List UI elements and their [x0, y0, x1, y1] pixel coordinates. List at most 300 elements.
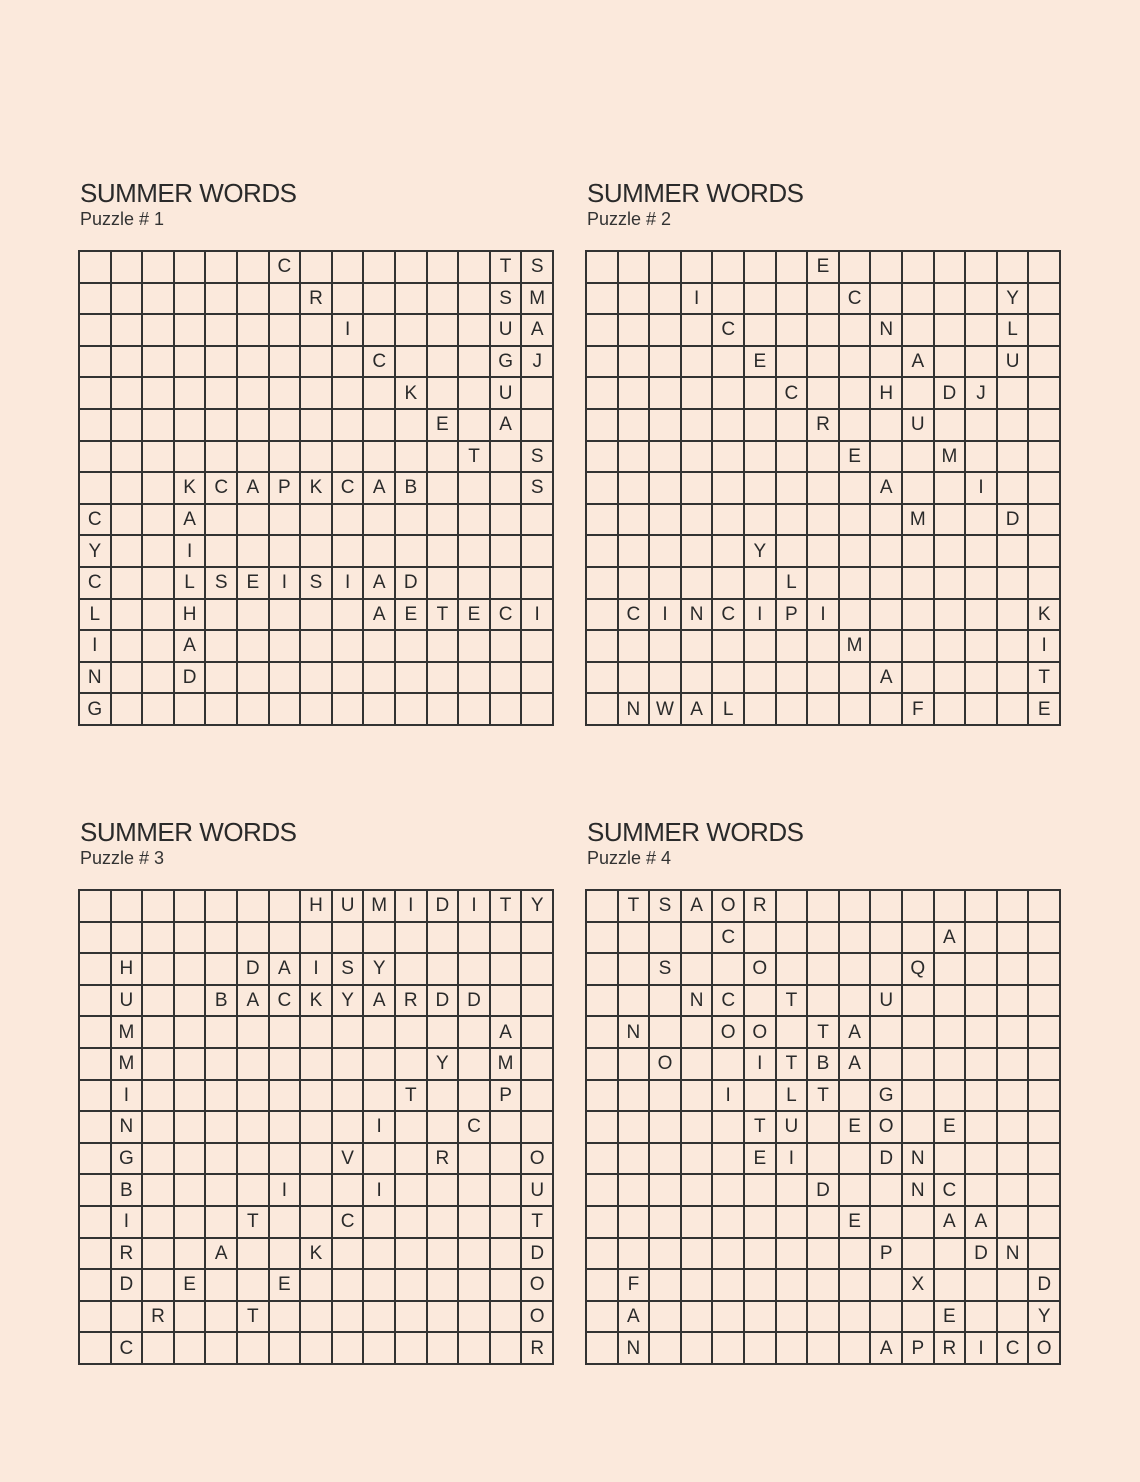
grid-cell	[998, 631, 1030, 663]
grid-cell	[143, 600, 175, 632]
grid-cell	[619, 923, 651, 955]
grid-cell	[333, 442, 365, 474]
grid-cell	[333, 347, 365, 379]
grid-cell	[935, 568, 967, 600]
grid-cell	[396, 1302, 428, 1334]
grid-cell	[206, 505, 238, 537]
grid-cell	[396, 1333, 428, 1365]
grid-cell	[871, 1175, 903, 1207]
grid-cell	[491, 1207, 523, 1239]
grid-cell	[903, 252, 935, 284]
grid-cell	[587, 1017, 619, 1049]
grid-cell	[619, 663, 651, 695]
grid-cell	[301, 410, 333, 442]
grid-cell: D	[112, 1270, 144, 1302]
grid-cell: C	[998, 1333, 1030, 1365]
grid-cell: M	[903, 505, 935, 537]
grid-cell	[396, 347, 428, 379]
grid-cell	[871, 694, 903, 726]
grid-cell	[459, 631, 491, 663]
grid-cell	[682, 505, 714, 537]
grid-cell: A	[935, 1207, 967, 1239]
grid-cell	[745, 315, 777, 347]
grid-cell	[713, 1144, 745, 1176]
grid-cell	[966, 536, 998, 568]
grid-cell	[619, 1112, 651, 1144]
grid-cell: A	[364, 568, 396, 600]
grid-cell	[619, 473, 651, 505]
grid-cell	[871, 284, 903, 316]
grid-cell	[745, 1270, 777, 1302]
grid-cell	[808, 442, 840, 474]
grid-cell	[238, 1081, 270, 1113]
grid-cell: C	[364, 347, 396, 379]
grid-cell	[301, 663, 333, 695]
grid-cell	[112, 505, 144, 537]
grid-cell	[333, 1112, 365, 1144]
grid-cell	[682, 473, 714, 505]
grid-cell	[777, 1239, 809, 1271]
grid-cell	[301, 1017, 333, 1049]
grid-cell	[175, 442, 207, 474]
grid-cell	[808, 568, 840, 600]
grid-cell: D	[522, 1239, 554, 1271]
grid-cell: A	[175, 505, 207, 537]
grid-cell	[238, 694, 270, 726]
grid-cell	[428, 347, 460, 379]
grid-cell	[301, 347, 333, 379]
grid-cell	[713, 378, 745, 410]
grid-cell	[238, 252, 270, 284]
grid-cell	[682, 252, 714, 284]
grid-cell	[396, 1175, 428, 1207]
grid-cell	[808, 1207, 840, 1239]
grid-cell	[333, 694, 365, 726]
grid-cell: I	[966, 1333, 998, 1365]
grid-cell	[682, 1144, 714, 1176]
grid-cell: K	[301, 473, 333, 505]
grid-cell	[143, 891, 175, 923]
grid-cell	[396, 505, 428, 537]
grid-cell: U	[903, 410, 935, 442]
grid-cell	[587, 1239, 619, 1271]
grid-cell	[745, 505, 777, 537]
grid-cell	[650, 986, 682, 1018]
grid-cell: A	[871, 1333, 903, 1365]
grid-cell: U	[112, 986, 144, 1018]
grid-cell	[808, 1239, 840, 1271]
grid-cell	[522, 954, 554, 986]
grid-cell	[364, 378, 396, 410]
puzzle-4	[585, 817, 1052, 1359]
grid-cell	[206, 600, 238, 632]
grid-cell: O	[713, 1017, 745, 1049]
grid-cell	[112, 663, 144, 695]
grid-cell	[966, 986, 998, 1018]
grid-cell	[808, 378, 840, 410]
grid-cell	[903, 663, 935, 695]
grid-cell: D	[808, 1175, 840, 1207]
grid-cell	[428, 505, 460, 537]
grid-cell	[175, 1333, 207, 1365]
grid-cell	[619, 631, 651, 663]
grid-cell	[966, 631, 998, 663]
grid-cell	[333, 1302, 365, 1334]
grid-cell	[713, 442, 745, 474]
grid-cell: M	[522, 284, 554, 316]
grid-cell	[112, 442, 144, 474]
grid-cell	[80, 378, 112, 410]
grid-cell	[808, 284, 840, 316]
grid-cell	[587, 284, 619, 316]
grid-cell	[396, 536, 428, 568]
grid-cell	[364, 1081, 396, 1113]
grid-cell	[270, 694, 302, 726]
grid-cell	[459, 1270, 491, 1302]
grid-cell	[650, 410, 682, 442]
grid-cell	[903, 891, 935, 923]
grid-cell	[840, 473, 872, 505]
grid-cell	[428, 1270, 460, 1302]
grid-cell: N	[871, 315, 903, 347]
grid-cell	[966, 954, 998, 986]
grid-cell	[206, 284, 238, 316]
grid-cell	[682, 347, 714, 379]
grid-cell	[491, 1144, 523, 1176]
grid-cell	[966, 442, 998, 474]
grid-cell	[175, 1144, 207, 1176]
grid-cell: T	[619, 891, 651, 923]
grid-cell: A	[935, 923, 967, 955]
grid-cell	[840, 891, 872, 923]
grid-cell	[270, 284, 302, 316]
grid-cell	[935, 891, 967, 923]
grid-cell	[745, 378, 777, 410]
grid-cell	[713, 1207, 745, 1239]
grid-cell: U	[333, 891, 365, 923]
grid-cell	[619, 505, 651, 537]
grid-cell	[1029, 1239, 1061, 1271]
puzzle-2	[585, 178, 1051, 720]
grid-cell	[270, 631, 302, 663]
grid-cell: D	[935, 378, 967, 410]
grid-cell	[491, 1302, 523, 1334]
grid-cell	[871, 1049, 903, 1081]
grid-cell	[333, 923, 365, 955]
grid-cell: O	[522, 1302, 554, 1334]
grid-cell	[491, 1175, 523, 1207]
grid-cell	[270, 1112, 302, 1144]
grid-cell	[840, 505, 872, 537]
grid-cell	[935, 1270, 967, 1302]
grid-cell	[143, 1144, 175, 1176]
grid-cell: B	[396, 473, 428, 505]
grid-cell	[459, 284, 491, 316]
grid-cell	[270, 347, 302, 379]
grid-cell	[998, 923, 1030, 955]
grid-cell	[682, 1049, 714, 1081]
grid-cell	[713, 410, 745, 442]
grid-cell	[112, 694, 144, 726]
grid-cell	[333, 663, 365, 695]
grid-cell	[364, 252, 396, 284]
grid-cell	[206, 442, 238, 474]
grid-cell	[682, 1270, 714, 1302]
grid-cell	[777, 536, 809, 568]
grid-cell	[745, 1207, 777, 1239]
grid-cell	[935, 694, 967, 726]
grid-cell	[903, 986, 935, 1018]
grid-cell: Q	[903, 954, 935, 986]
grid-cell	[143, 986, 175, 1018]
grid-cell	[808, 1144, 840, 1176]
grid-cell: R	[808, 410, 840, 442]
grid-cell	[871, 536, 903, 568]
grid-cell	[428, 1175, 460, 1207]
grid-cell: U	[998, 347, 1030, 379]
grid-cell	[459, 347, 491, 379]
grid-cell	[301, 378, 333, 410]
grid-cell: E	[428, 410, 460, 442]
grid-cell	[143, 442, 175, 474]
grid-cell	[587, 473, 619, 505]
grid-cell	[587, 986, 619, 1018]
grid-cell: S	[522, 473, 554, 505]
grid-cell: D	[966, 1239, 998, 1271]
grid-cell	[80, 1207, 112, 1239]
grid-cell	[143, 1333, 175, 1365]
grid-cell	[966, 1270, 998, 1302]
grid-cell: I	[745, 600, 777, 632]
grid-cell	[459, 473, 491, 505]
grid-cell: T	[808, 1017, 840, 1049]
grid-cell	[270, 1049, 302, 1081]
grid-cell: M	[840, 631, 872, 663]
grid-cell	[1029, 923, 1061, 955]
grid-cell	[871, 954, 903, 986]
grid-cell	[777, 1207, 809, 1239]
grid-cell	[840, 1239, 872, 1271]
grid-cell	[871, 923, 903, 955]
grid-cell	[364, 663, 396, 695]
grid-cell	[396, 284, 428, 316]
grid-cell	[808, 1302, 840, 1334]
grid-cell: U	[777, 1112, 809, 1144]
grid-cell	[587, 1049, 619, 1081]
grid-cell	[459, 536, 491, 568]
grid-cell	[364, 536, 396, 568]
grid-cell	[301, 1144, 333, 1176]
grid-cell	[777, 505, 809, 537]
grid-cell	[1029, 315, 1061, 347]
grid-cell	[808, 891, 840, 923]
grid-cell: K	[1029, 600, 1061, 632]
grid-cell	[587, 410, 619, 442]
grid-cell: N	[619, 1017, 651, 1049]
grid-cell	[459, 1302, 491, 1334]
grid-cell	[206, 1112, 238, 1144]
grid-cell	[175, 1207, 207, 1239]
grid-cell: G	[112, 1144, 144, 1176]
grid-cell	[459, 410, 491, 442]
grid-cell: E	[175, 1270, 207, 1302]
grid-cell: I	[396, 891, 428, 923]
grid-cell	[80, 442, 112, 474]
grid-cell	[333, 1017, 365, 1049]
grid-cell: Y	[522, 891, 554, 923]
grid-cell	[112, 347, 144, 379]
grid-cell: I	[80, 631, 112, 663]
grid-cell	[396, 1239, 428, 1271]
grid-cell: S	[333, 954, 365, 986]
grid-cell: I	[966, 473, 998, 505]
grid-cell	[396, 1112, 428, 1144]
grid-cell	[112, 378, 144, 410]
grid-cell	[270, 923, 302, 955]
grid-cell	[903, 600, 935, 632]
grid-cell: A	[966, 1207, 998, 1239]
grid-cell	[143, 631, 175, 663]
grid-cell	[333, 1175, 365, 1207]
grid-cell	[745, 631, 777, 663]
grid-cell	[396, 663, 428, 695]
grid-cell	[491, 1333, 523, 1365]
grid-cell	[112, 1302, 144, 1334]
grid-cell	[998, 1270, 1030, 1302]
grid-cell: W	[650, 694, 682, 726]
grid-cell	[143, 473, 175, 505]
grid-cell	[998, 600, 1030, 632]
grid-cell: R	[428, 1144, 460, 1176]
grid-cell	[682, 1207, 714, 1239]
grid-cell: U	[491, 378, 523, 410]
grid-cell	[396, 1270, 428, 1302]
grid-cell: G	[80, 694, 112, 726]
grid-cell	[333, 284, 365, 316]
grid-cell: U	[491, 315, 523, 347]
grid-cell	[238, 378, 270, 410]
grid-cell	[80, 1239, 112, 1271]
grid-cell	[587, 694, 619, 726]
grid-cell	[364, 1270, 396, 1302]
grid-cell	[777, 284, 809, 316]
grid-cell: T	[491, 252, 523, 284]
grid-cell	[871, 1302, 903, 1334]
grid-cell	[935, 347, 967, 379]
grid-cell	[206, 1175, 238, 1207]
puzzle-title: SUMMER WORDS	[587, 817, 804, 847]
grid-cell	[713, 252, 745, 284]
grid-cell	[270, 1302, 302, 1334]
grid-cell	[428, 252, 460, 284]
grid-cell	[650, 1081, 682, 1113]
grid-cell: E	[459, 600, 491, 632]
grid-cell	[270, 1333, 302, 1365]
grid-cell	[112, 568, 144, 600]
grid-cell	[206, 1270, 238, 1302]
grid-cell: D	[175, 663, 207, 695]
grid-cell	[840, 347, 872, 379]
grid-cell	[301, 1302, 333, 1334]
grid-cell: N	[998, 1239, 1030, 1271]
grid-cell	[428, 631, 460, 663]
grid-cell	[682, 536, 714, 568]
grid-cell	[871, 442, 903, 474]
grid-cell: I	[270, 568, 302, 600]
grid-cell: C	[619, 600, 651, 632]
grid-cell	[619, 410, 651, 442]
grid-cell	[238, 536, 270, 568]
grid-cell: U	[522, 1175, 554, 1207]
grid-cell	[333, 1270, 365, 1302]
grid-cell	[650, 442, 682, 474]
grid-cell	[143, 1017, 175, 1049]
grid-cell: I	[1029, 631, 1061, 663]
grid-cell	[301, 315, 333, 347]
grid-cell: V	[333, 1144, 365, 1176]
grid-cell: R	[745, 891, 777, 923]
grid-cell: U	[871, 986, 903, 1018]
grid-cell	[238, 600, 270, 632]
grid-cell	[808, 631, 840, 663]
grid-cell	[80, 1302, 112, 1334]
grid-cell: O	[871, 1112, 903, 1144]
grid-cell	[935, 410, 967, 442]
grid-cell	[301, 1333, 333, 1365]
grid-cell	[619, 1239, 651, 1271]
grid-cell	[777, 663, 809, 695]
grid-cell	[1029, 536, 1061, 568]
grid-cell	[1029, 1207, 1061, 1239]
grid-cell: I	[682, 284, 714, 316]
grid-cell	[428, 1017, 460, 1049]
grid-cell: C	[713, 600, 745, 632]
grid-cell	[998, 1302, 1030, 1334]
grid-cell	[808, 315, 840, 347]
grid-cell	[143, 663, 175, 695]
grid-cell	[587, 1270, 619, 1302]
grid-cell: I	[333, 315, 365, 347]
grid-cell: M	[935, 442, 967, 474]
grid-cell	[238, 347, 270, 379]
grid-cell	[143, 284, 175, 316]
grid-cell	[1029, 568, 1061, 600]
grid-cell	[587, 536, 619, 568]
grid-cell	[1029, 954, 1061, 986]
grid-cell: E	[270, 1270, 302, 1302]
grid-cell	[459, 1144, 491, 1176]
grid-cell	[745, 1333, 777, 1365]
grid-cell: C	[777, 378, 809, 410]
grid-cell	[745, 442, 777, 474]
grid-cell	[270, 505, 302, 537]
grid-cell: D	[428, 986, 460, 1018]
grid-cell	[238, 410, 270, 442]
grid-cell	[713, 954, 745, 986]
grid-cell	[998, 1175, 1030, 1207]
grid-cell	[143, 1270, 175, 1302]
grid-cell	[80, 1175, 112, 1207]
grid-cell	[871, 1270, 903, 1302]
grid-cell	[270, 536, 302, 568]
grid-cell: L	[80, 600, 112, 632]
grid-cell	[238, 1049, 270, 1081]
grid-cell	[619, 1081, 651, 1113]
grid-cell	[713, 347, 745, 379]
grid-cell: K	[175, 473, 207, 505]
grid-cell	[903, 1207, 935, 1239]
grid-cell	[80, 1333, 112, 1365]
